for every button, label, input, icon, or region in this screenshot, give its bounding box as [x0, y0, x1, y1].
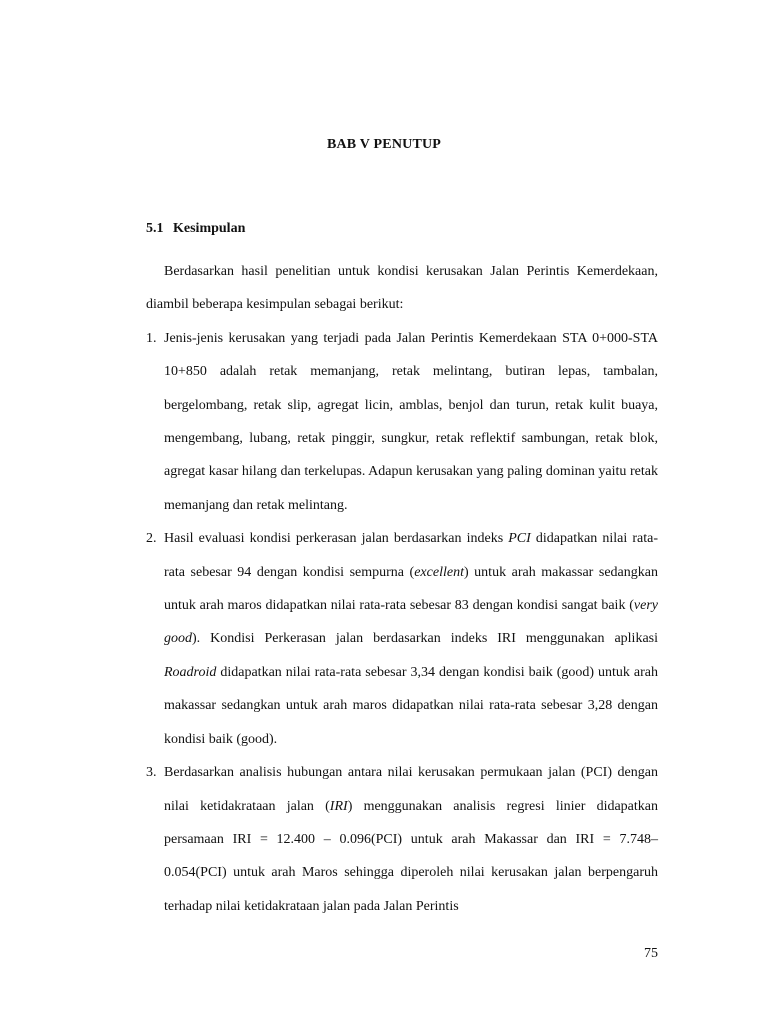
italic-term: excellent	[414, 564, 464, 580]
italic-term: PCI	[508, 531, 531, 547]
intro-paragraph: Berdasarkan hasil penelitian untuk kondisi kerusakan Jalan Perintis Kemerdekaan, diambil beberapa kesimpulan sebagai berikut:	[146, 264, 658, 313]
italic-term: very good	[164, 598, 658, 647]
section-title: Kesimpulan	[173, 221, 246, 236]
list-marker: 2.	[146, 531, 157, 547]
text-run: ). Kondisi Perkerasan jalan berdasarkan indeks IRI menggunakan aplikasi	[192, 631, 658, 647]
list-item-text: Jenis-jenis kerusakan yang terjadi pada Jalan Perintis Kemerdekaan STA 0+000-STA 10+850 adalah retak memanjang, retak melintang, butiran lepas, tambalan, bergelombang, retak slip, agregat licin, amblas, benjol dan turun, retak kulit buaya, mengembang, lubang, retak pinggir, sungkur, retak reflektif sambungan, retak blok, agregat kasar hilang dan terkelupas. Adapun kerusakan yang paling dominan yaitu retak memanjang dan retak melintang.	[164, 330, 658, 513]
list-item	[146, 756, 658, 923]
text-run: didapatkan nilai rata-rata sebesar 3,34 dengan kondisi baik (good) untuk arah makassar sedangkan untuk arah maros didapatkan nilai rata-rata sebesar 3,28 dengan kondisi baik (good).	[164, 664, 658, 747]
list-item	[146, 522, 658, 756]
text-run: Berdasarkan analisis hubungan antara nilai kerusakan permukaan jalan (PCI) dengan nilai ketidakrataan jalan (	[164, 765, 658, 814]
text-run: didapatkan nilai rata-rata sebesar 94 dengan kondisi sempurna (	[164, 531, 658, 580]
text-run: Hasil evaluasi kondisi perkerasan jalan berdasarkan indeks	[164, 531, 509, 547]
list-marker: 3.	[146, 765, 157, 781]
chapter-title: BAB V PENUTUP	[326, 137, 442, 152]
text-run: ) untuk arah makassar sedangkan untuk arah maros didapatkan nilai rata-rata sebesar 83 dengan kondisi sangat baik (	[164, 564, 658, 614]
list-item-text	[164, 531, 658, 746]
body-text	[146, 255, 658, 923]
italic-term: IRI	[329, 798, 348, 814]
section-number: 5.1	[146, 221, 164, 236]
italic-term: Roadroid	[164, 664, 217, 680]
page-number: 75	[644, 946, 658, 961]
list-item-text	[164, 765, 658, 914]
list-item	[146, 322, 658, 522]
conclusion-list	[146, 322, 658, 923]
text-run: ) menggunakan analisis regresi linier didapatkan persamaan IRI = 12.400 – 0.096(PCI) untuk arah Makassar dan IRI = 7.748– 0.054(PCI) untuk arah Maros sehingga diperoleh nilai kerusakan jalan berpengaruh terhadap nilai ketidakrataan jalan pada Jalan Perintis	[164, 798, 658, 914]
list-marker: 1.	[146, 330, 157, 346]
section-heading	[146, 221, 245, 237]
